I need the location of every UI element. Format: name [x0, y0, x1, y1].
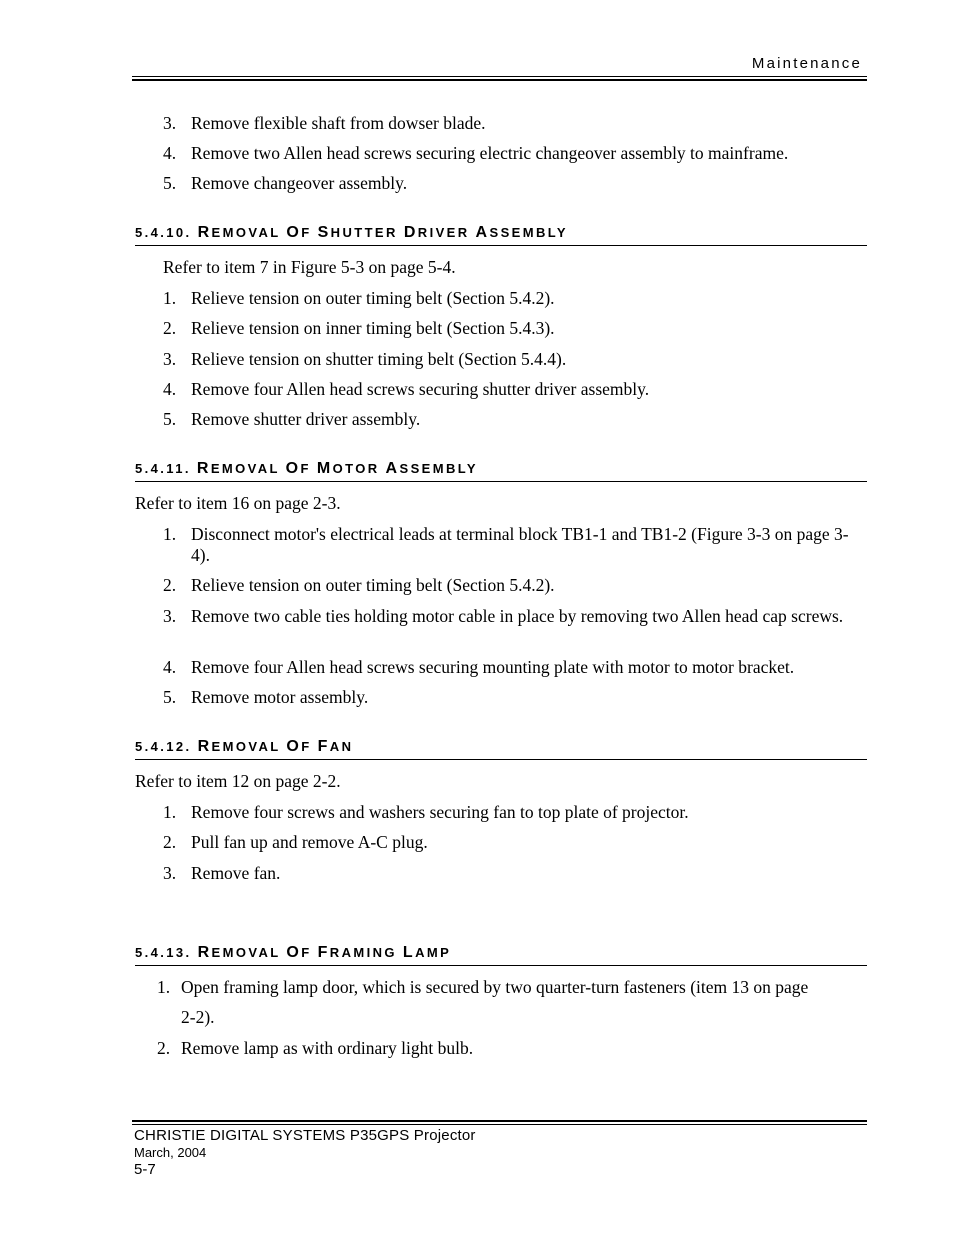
list-item [157, 972, 837, 1032]
running-head: Maintenance [751, 55, 862, 72]
step-text: Remove motor assembly. [191, 687, 369, 707]
step-text: Relieve tension on outer timing belt (Section 5.4.2). [191, 575, 555, 595]
header-rule [132, 76, 867, 81]
step-text: Remove two Allen head screws securing electric changeover assembly to mainframe. [191, 143, 789, 163]
list-item [157, 1033, 837, 1063]
step-number: 3. [163, 863, 177, 883]
list-item [163, 832, 853, 853]
list-item [163, 524, 853, 566]
step-number: 5. [163, 173, 177, 193]
step-text: Remove four Allen head screws securing mounting plate with motor to motor bracket. [191, 657, 795, 677]
step-number: 5. [163, 409, 177, 429]
step-text: Remove two cable ties holding motor cable in place by removing two Allen head cap screws. [191, 606, 844, 626]
section-title: REMOVAL OF MOTOR ASSEMBLY [196, 460, 478, 477]
step-number: 5. [163, 687, 177, 707]
step-number: 4. [163, 657, 177, 677]
step-text: Open framing lamp door, which is secured by two quarter-turn fasteners (item 13 on page 2-2). [181, 977, 809, 1027]
list-item [163, 409, 853, 430]
list-item [163, 606, 853, 627]
step-number: 3. [163, 113, 177, 133]
step-text: Relieve tension on inner timing belt (Section 5.4.3). [191, 318, 555, 338]
step-number: 2. [163, 832, 177, 852]
step-text: Relieve tension on shutter timing belt (Section 5.4.4). [191, 349, 567, 369]
list-item [163, 863, 853, 884]
section-heading [135, 224, 867, 246]
section-number: 5.4.12. [135, 739, 192, 754]
list-item [163, 687, 853, 708]
list-item [163, 802, 853, 823]
step-text: Remove lamp as with ordinary light bulb. [181, 1038, 474, 1058]
step-text: Remove flexible shaft from dowser blade. [191, 113, 486, 133]
step-text: Remove changeover assembly. [191, 173, 408, 193]
step-number: 1. [163, 802, 177, 822]
list-item [163, 318, 853, 339]
list-item [163, 113, 853, 134]
page-number: 5-7 [134, 1161, 156, 1178]
list-item [163, 143, 853, 164]
refer-text: Refer to item 7 in Figure 5-3 on page 5-4. [163, 257, 456, 277]
section-title: REMOVAL OF FAN [197, 738, 354, 755]
list-item [163, 349, 853, 370]
footer-rule [132, 1120, 867, 1125]
list-item [163, 288, 853, 309]
step-text: Pull fan up and remove A-C plug. [191, 832, 428, 852]
refer-text: Refer to item 12 on page 2-2. [135, 771, 341, 791]
list-item [163, 379, 853, 400]
section-heading [135, 738, 867, 760]
step-text: Remove shutter driver assembly. [191, 409, 421, 429]
step-number: 3. [163, 606, 177, 626]
section-number: 5.4.13. [135, 945, 192, 960]
section-number: 5.4.10. [135, 225, 192, 240]
step-text: Remove fan. [191, 863, 281, 883]
step-text: Disconnect motor's electrical leads at terminal block TB1-1 and TB1-2 (Figure 3-3 on page 3-4). [191, 524, 849, 565]
step-number: 1. [163, 288, 177, 308]
section-title: REMOVAL OF SHUTTER DRIVER ASSEMBLY [197, 224, 568, 241]
step-number: 4. [163, 379, 177, 399]
section-heading [135, 460, 867, 482]
footer-company: CHRISTIE DIGITAL SYSTEMS P35GPS Projector [134, 1127, 476, 1144]
footer-date: March, 2004 [134, 1145, 207, 1160]
step-number: 2. [163, 318, 177, 338]
step-number: 1. [157, 977, 171, 997]
section-heading [135, 944, 867, 966]
step-number: 4. [163, 143, 177, 163]
step-number: 2. [157, 1038, 171, 1058]
refer-text: Refer to item 16 on page 2-3. [135, 493, 341, 513]
list-item [163, 575, 853, 596]
step-number: 1. [163, 524, 177, 544]
section-title: REMOVAL OF FRAMING LAMP [197, 944, 452, 961]
step-text: Remove four screws and washers securing fan to top plate of projector. [191, 802, 689, 822]
step-text: Relieve tension on outer timing belt (Section 5.4.2). [191, 288, 555, 308]
step-number: 2. [163, 575, 177, 595]
step-text: Remove four Allen head screws securing shutter driver assembly. [191, 379, 650, 399]
list-item [163, 657, 853, 678]
list-item [163, 173, 853, 194]
step-number: 3. [163, 349, 177, 369]
section-number: 5.4.11. [135, 461, 191, 476]
